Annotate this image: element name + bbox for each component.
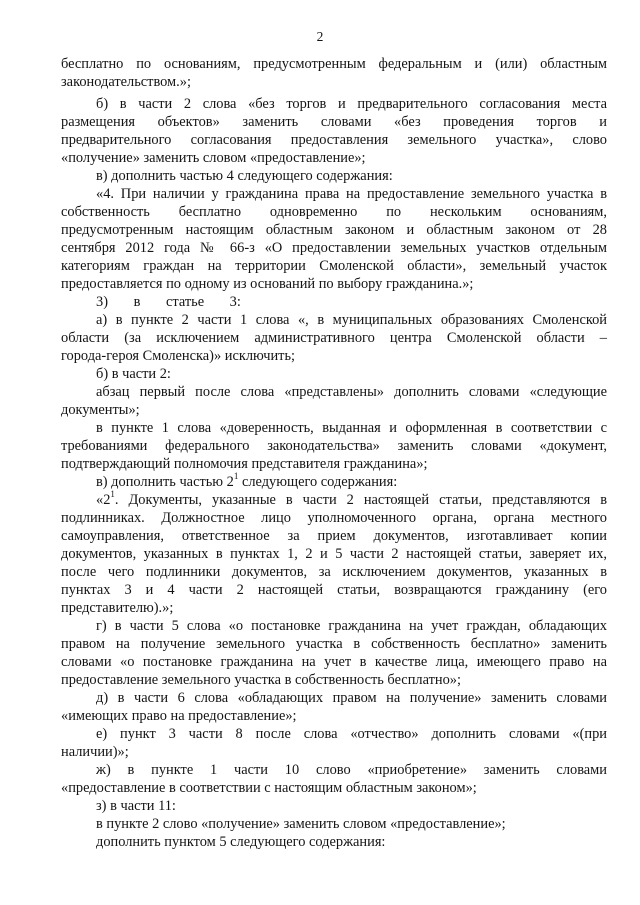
text-line: 3) в статье 3: [96, 294, 241, 310]
text-line: сентября 2012 года № 66-з «О предоставлении земельных участков отдельным [61, 240, 607, 256]
text-line: области (за исключением административного центра Смоленской области – [61, 330, 607, 346]
text-line: подтверждающий полномочия представителя гражданина»; [61, 456, 428, 472]
text-line: документов, указанных в пунктах 1, 2 и 5 части 2 настоящей статьи, заверяет их, [61, 546, 607, 562]
text-line: самоуправления, ответственное за прием документов, изготавливает копии [61, 528, 607, 544]
text-line: требованиями федерального законодательства» заменить словами «документ, [61, 438, 607, 454]
text-line: «получение» заменить словом «предоставление»; [61, 150, 366, 166]
text-line: «имеющих право на предоставление»; [61, 708, 297, 724]
text-line: представителю).»; [61, 600, 174, 616]
text-line: законодательством.»; [61, 74, 191, 90]
text-line: абзац первый после слова «представлены» дополнить словами «следующие [96, 384, 607, 400]
text-line: в) дополнить частью $2^1$ следующего содержания: [96, 471, 398, 490]
text-line: документы»; [61, 402, 140, 418]
text-line: наличии)»; [61, 744, 129, 760]
text-line: дополнить пунктом 5 следующего содержания: [96, 834, 386, 850]
text-line: бесплатно по основаниям, предусмотренным федеральным и (или) областным [61, 56, 607, 72]
text-line: подлинниках. Должностное лицо уполномоченного органа, органа местного [61, 510, 607, 526]
text-line: после чего подлинники документов, за исключением документов, указанных в [61, 564, 607, 580]
text-line: предоставляется по одному из оснований по выбору гражданина.»; [61, 276, 474, 292]
text-line: пунктах 3 и 4 части 2 настоящей статьи, возвращаются гражданину (его [61, 582, 607, 598]
text-line: з) в части 11: [96, 798, 176, 814]
text-line: е) пункт 3 части 8 после слова «отчество» дополнить словами «(при [96, 726, 607, 742]
text-line: предоставление земельного участка в собственность бесплатно»; [61, 672, 461, 688]
text-line: в пункте 2 слово «получение» заменить словом «предоставление»; [96, 816, 506, 832]
text-line: словами «о постановке гражданина на учет в качестве лица, имеющего право на [61, 654, 607, 670]
text-line: размещения объектов» заменить словами «без проведения торгов и [61, 114, 607, 130]
text-line: г) в части 5 слова «о постановке гражданина на учет граждан, обладающих [96, 618, 607, 634]
text-line: предусмотренным настоящим областным законом и областным законом от 28 [61, 222, 607, 238]
page-number: 2 [316, 29, 324, 44]
text-line: б) в части 2: [96, 366, 171, 382]
text-line: собственность бесплатно одновременно по нескольким основаниям, [61, 204, 607, 220]
text-line: ж) в пункте 1 части 10 слово «приобретение» заменить словами [96, 762, 607, 778]
text-line: а) в пункте 2 части 1 слова «, в муниципальных образованиях Смоленской [96, 312, 607, 328]
text-line: категориям граждан на территории Смоленской области», земельный участок [61, 258, 607, 274]
text-line: предварительного согласования предоставления земельного участка», слово [61, 132, 607, 148]
text-line: города-героя Смоленска)» исключить; [61, 348, 296, 364]
text-line: б) в части 2 слова «без торгов и предварительного согласования места [96, 96, 607, 112]
text-line: «$2^1$. Документы, указанные в части 2 настоящей статьи, представляются в [96, 489, 607, 508]
text-line: д) в части 6 слова «обладающих правом на получение» заменить словами [96, 690, 607, 706]
text-line: «4. При наличии у гражданина права на предоставление земельного участка в [96, 186, 607, 202]
text-line: «предоставление в соответствии с настоящим областным законом»; [61, 780, 477, 796]
text-line: правом на получение земельного участка в собственность бесплатно» заменить [61, 636, 607, 652]
text-line: в) дополнить частью 4 следующего содержания: [96, 168, 393, 184]
text-line: в пункте 1 слова «доверенность, выданная и оформленная в соответствии с [96, 420, 607, 436]
